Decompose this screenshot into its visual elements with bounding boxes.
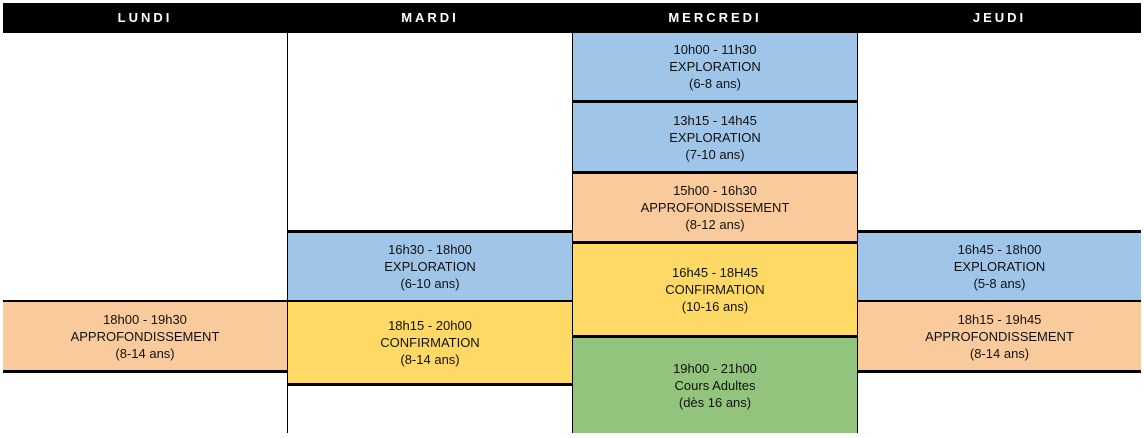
- class-age: (5-8 ans): [973, 276, 1026, 291]
- column-lundi: [3, 33, 287, 433]
- class-age: (8-12 ans): [685, 217, 745, 232]
- class-age: (7-10 ans): [685, 146, 745, 162]
- class-slot: [288, 233, 572, 300]
- class-slot: [858, 233, 1141, 300]
- column-mardi: [288, 33, 572, 433]
- class-name: CONFIRMATION: [380, 335, 480, 350]
- empty-slot: [3, 33, 287, 300]
- class-time: 19h00 - 21h00: [673, 361, 757, 376]
- class-slot: [573, 174, 857, 241]
- class-time: 16h45 - 18h00: [957, 242, 1042, 257]
- class-slot: [858, 302, 1141, 370]
- column-jeudi: [858, 33, 1141, 433]
- class-name: EXPLORATION: [669, 59, 761, 74]
- class-time: 16h45 - 18H45: [671, 265, 758, 280]
- class-time: 18h15 - 20h00: [388, 318, 472, 333]
- day-header-mercredi: MERCREDI: [573, 3, 857, 32]
- class-time: 13h15 - 14h45: [673, 112, 757, 128]
- class-slot: [573, 338, 857, 433]
- class-slot: [3, 302, 287, 370]
- class-age: (8-14 ans): [400, 352, 460, 367]
- class-time: 18h15 - 19h45: [957, 311, 1042, 327]
- empty-slot: [3, 373, 287, 433]
- class-age: (8-14 ans): [969, 345, 1030, 361]
- class-name: CONFIRMATION: [665, 282, 765, 297]
- class-time: 15h00 - 16h30: [673, 183, 757, 198]
- class-age: (6-8 ans): [688, 76, 742, 91]
- class-time: 16h30 - 18h00: [388, 242, 472, 257]
- column-mercredi: [573, 33, 857, 433]
- day-header-lundi: LUNDI: [3, 3, 287, 32]
- class-time: 10h00 - 11h30: [673, 42, 757, 57]
- class-time: 18h00 - 19h30: [103, 311, 187, 327]
- class-name: EXPLORATION: [669, 129, 761, 145]
- class-name: EXPLORATION: [953, 259, 1046, 274]
- class-slot: [573, 33, 857, 100]
- class-age: (dès 16 ans): [678, 395, 752, 410]
- empty-slot: [288, 33, 572, 230]
- class-age: (6-10 ans): [400, 276, 460, 291]
- empty-slot: [858, 373, 1141, 433]
- class-slot: [573, 244, 857, 335]
- class-name: APPROFONDISSEMENT: [925, 328, 1074, 344]
- class-name: EXPLORATION: [384, 259, 476, 274]
- day-header-mardi: MARDI: [288, 3, 572, 32]
- class-name: APPROFONDISSEMENT: [640, 200, 790, 215]
- class-slot: [573, 103, 857, 171]
- class-age: (10-16 ans): [681, 299, 749, 314]
- empty-slot: [858, 33, 1141, 230]
- class-name: APPROFONDISSEMENT: [70, 328, 220, 344]
- class-slot: [288, 302, 572, 383]
- day-header-jeudi: JEUDI: [858, 3, 1141, 32]
- class-age: (8-14 ans): [115, 345, 175, 361]
- timetable: [3, 3, 1141, 433]
- class-name: Cours Adultes: [674, 378, 756, 393]
- empty-slot: [288, 386, 572, 433]
